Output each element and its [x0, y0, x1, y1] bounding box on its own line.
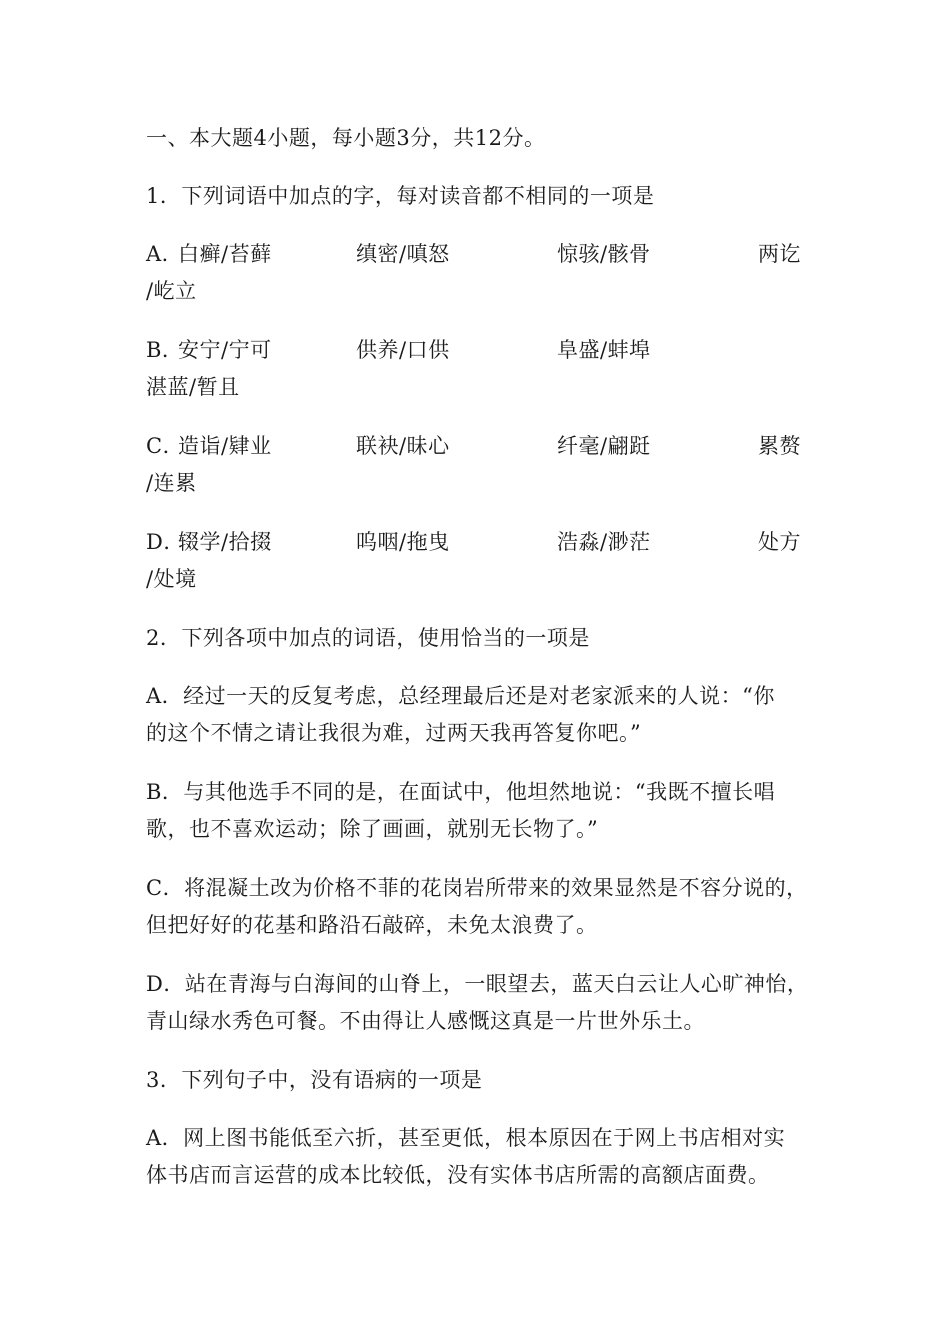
- option-label: A．: [146, 242, 184, 266]
- option-text-line: 青山绿水秀色可餐。不由得让人感慨这真是一片世外乐土。: [146, 1009, 705, 1033]
- word-pair-wrap: /屹立: [146, 279, 197, 303]
- word-pair-wrap: 湛蓝/暂且: [146, 375, 240, 399]
- word-pair: 阜盛/蚌埠: [557, 338, 651, 362]
- word-pair-wrap: /连累: [146, 471, 197, 495]
- option-text-line: 但把好好的花基和路沿石敲碎，未免太浪费了。: [146, 913, 598, 937]
- word-pair: 惊骇/骸骨: [557, 242, 651, 266]
- option-text-line: 体书店而言运营的成本比较低，没有实体书店所需的高额店面费。: [146, 1163, 770, 1187]
- option-text-line: A．网上图书能低至六折，甚至更低，根本原因在于网上书店相对实: [146, 1126, 786, 1150]
- section-heading: 一、本大题4小题，每小题3分，共12分。: [146, 126, 546, 150]
- option-label: D．: [146, 530, 185, 554]
- question-3-stem: 3．下列句子中，没有语病的一项是: [146, 1068, 483, 1092]
- word-pair: 纤毫/翩跹: [557, 434, 651, 458]
- word-pair: 处方: [758, 530, 801, 554]
- word-pair-wrap: /处境: [146, 567, 197, 591]
- word-pair: 浩淼/渺茫: [557, 530, 651, 554]
- option-text-line: 歌，也不喜欢运动；除了画画，就别无长物了。”: [146, 817, 599, 841]
- question-2-stem: 2．下列各项中加点的词语，使用恰当的一项是: [146, 626, 590, 650]
- option-text-line: 的这个不情之请让我很为难，过两天我再答复你吧。”: [146, 721, 642, 745]
- word-pair: 白癣/苔藓: [178, 242, 272, 266]
- word-pair: 累赘: [758, 434, 801, 458]
- word-pair: 缜密/嗔怒: [356, 242, 450, 266]
- option-text-line: B．与其他选手不同的是，在面试中，他坦然地说：“我既不擅长唱: [146, 780, 776, 804]
- option-label: B．: [146, 338, 184, 362]
- word-pair: 安宁/宁可: [178, 338, 272, 362]
- word-pair: 造诣/肄业: [178, 434, 272, 458]
- option-text-line: D．站在青海与白海间的山脊上，一眼望去，蓝天白云让人心旷神怡，: [146, 972, 809, 996]
- word-pair: 两讫: [758, 242, 801, 266]
- option-text-line: C．将混凝土改为价格不菲的花岗岩所带来的效果显然是不容分说的，: [146, 876, 808, 900]
- word-pair: 呜咽/拖曳: [356, 530, 450, 554]
- option-label: C．: [146, 434, 185, 458]
- option-text-line: A．经过一天的反复考虑，总经理最后还是对老家派来的人说：“你: [146, 684, 775, 708]
- question-1-stem: 1．下列词语中加点的字，每对读音都不相同的一项是: [146, 184, 655, 208]
- word-pair: 供养/口供: [356, 338, 450, 362]
- word-pair: 联袂/昧心: [356, 434, 450, 458]
- word-pair: 辍学/拾掇: [178, 530, 272, 554]
